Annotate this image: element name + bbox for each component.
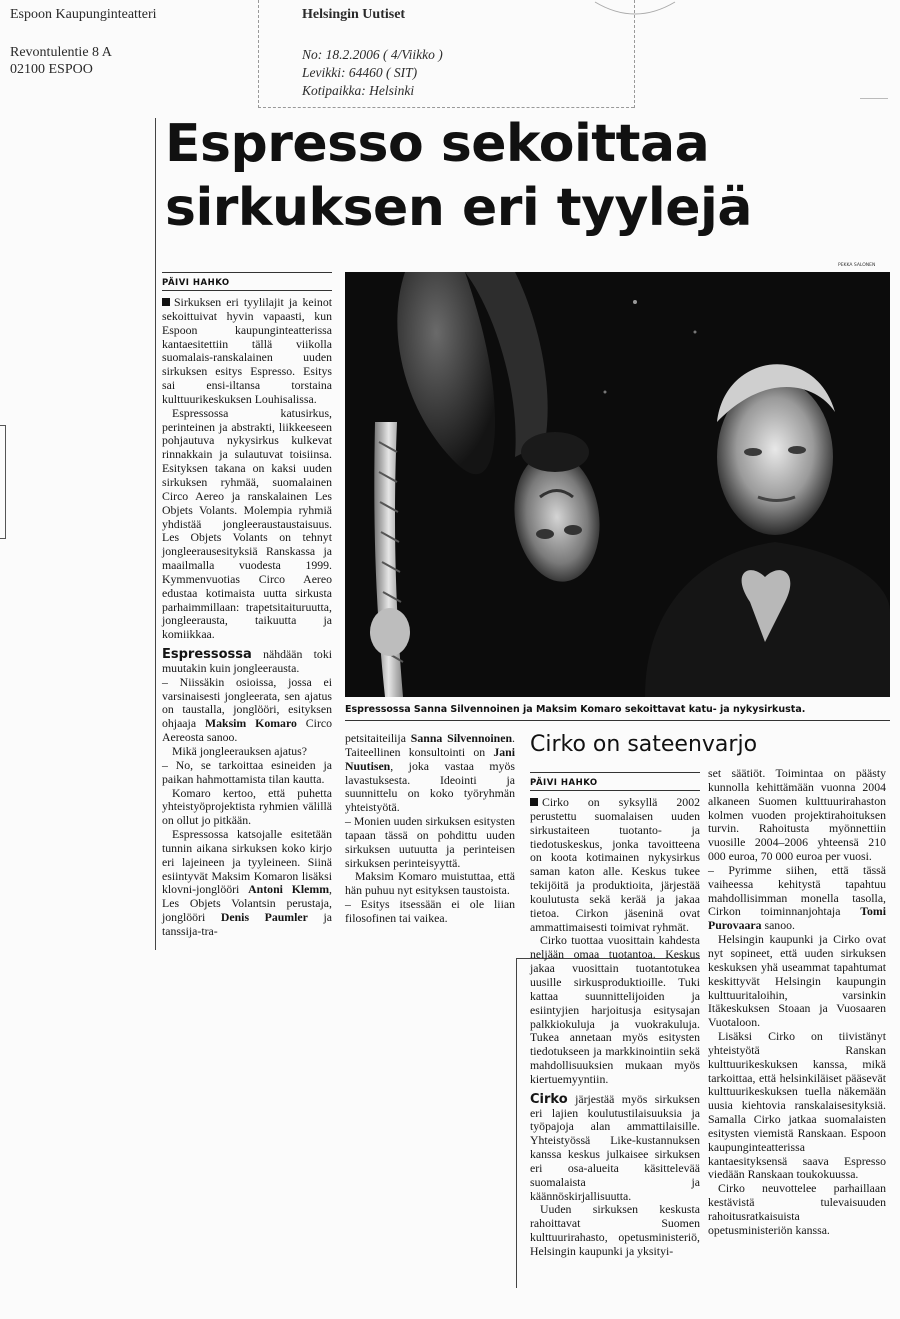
byline: PÄIVI HAHKO (162, 278, 230, 288)
col1-name-paumler: Denis Paumler (220, 910, 308, 925)
col1-paragraph-5: Mikä jongleerauksen ajatus? (172, 744, 307, 758)
margin-mark (860, 98, 888, 99)
sidebar-column-1 (530, 796, 700, 1259)
publisher-postcode: 02100 ESPOO (10, 62, 93, 77)
newspaper-name: Helsingin Uutiset (302, 7, 406, 22)
sidebar-byline: PÄIVI HAHKO (530, 778, 598, 788)
col1-paragraph-7: Komaro kertoo, että puhetta yhteistyöprojektista ryhmien välillä on ollut jo pitkään. (162, 785, 332, 828)
header-divider-bottom (258, 107, 634, 108)
header-divider-left (258, 0, 259, 108)
publisher-address: Revontulentie 8 A (10, 45, 112, 60)
col2-name-nuutinen: Jani Nuutisen (345, 744, 516, 773)
article-column-1 (162, 296, 332, 939)
col2-name-silvennoinen: Sanna Silvennoinen (410, 731, 513, 745)
col4-paragraph-2b: sanoo. (764, 918, 795, 933)
col1-name-komaro: Maksim Komaro (204, 716, 297, 731)
col3-paragraph-3: järjestää myös sirkuksen eri lajien koulutustilaisuuksia ja työpajoja alan ammattilaisille. Yhteistyössä Like-kustannuksen kanssa keskus julkaisee sirkuksen eri osa-alueita käsittelevää suomalaista ja käännöskirjallisuutta. (530, 1091, 701, 1203)
publisher-name: Espoon Kaupunginteatteri (10, 7, 157, 22)
col2-paragraph-3: Maksim Komaro muistuttaa, että hän puhuu nyt esityksen taustoista. (345, 869, 515, 898)
col1-paragraph-4b: Circo Aereosta sanoo. (162, 716, 333, 745)
stamp-mark (590, 0, 680, 22)
col4-paragraph-3: Helsingin kaupunki ja Cirko ovat nyt sopineet, että uuden sirkuksen keskuksen yhä useammat tapahtumat keskittyvät Helsingin kaupungin kulttuuritaloihin, varsinkin Itäkeskuksen Stoaan ja Vuosaaren Vuotaloon. (708, 932, 886, 1030)
article-photo (345, 272, 890, 697)
photo-caption: Espressossa Sanna Silvennoinen ja Maksim Komaro sekoittavat katu- ja nykysirkusta. (345, 704, 806, 715)
col3-paragraph-2: Cirko tuottaa vuosittain kahdesta neljään omaa tuotantoa. Keskus jakaa vuosittain tuotantotukea uusille sirkusproduktioille. Tuki kattaa suunnittelijoiden ja esiintyjien harjoitusja esitysajan palkkiokuluja ja vuokrakuluja. Tukea annetaan myös esitysten tiedotukseen ja markkinointiin sekä mahdollisuuksien mukaan myös kiertuemyyntiin. (530, 933, 700, 1086)
col1-paragraph-4: – Niissäkin osioissa, jossa ei varsinaisesti jongleerata, sen ajatus on taustalla, jonglööri, esityksen ohjaaja (162, 674, 332, 731)
home-town: Kotipaikka: Helsinki (302, 83, 415, 98)
col2-paragraph-4: – Esitys itsessään ei ole liian filosofinen tai vaikea. (345, 897, 515, 925)
col4-paragraph-2: – Pyrimme siihen, että tässä vaiheessa kehitystä tapahtuu mahdollisimman monella tasolla, Cirkon toiminnanjohtaja (708, 862, 886, 919)
paragraph-marker-icon (530, 798, 538, 806)
col1-paragraph-8b: , Les Objets Volantsin perustaja, jonglööri (162, 882, 332, 925)
sidebar-byline-rule (530, 772, 700, 773)
sidebar-box-left (516, 958, 517, 1288)
sidebar-column-2 (708, 767, 886, 1238)
circulation: Levikki: 64460 ( SIT) (302, 65, 418, 80)
article-border (155, 118, 156, 950)
col1-paragraph-8c: ja tanssija-tra- (162, 910, 332, 938)
byline-rule-bottom (162, 290, 332, 291)
sidebar-headline: Cirko on sateenvarjo (530, 732, 758, 757)
col1-paragraph-2: Espressossa katusirkus, perinteinen ja abstrakti, liikkeeseen pohjautuva nykysirkus kulkevat rinnakkain ja sulautuvat toisiinsa. Esityksen takana on kaksi uuden sirkuksen ryhmää, suomalainen Circo Aereo ja ranskalainen Les Objets Volants. Molempia ryhmiä yhdistää jongleeraustaustaisuus. Les Objets Volants on tehnyt jongleerausesityksiä Ranskassa ja maailmalla vuodesta 1999. Kymmenvuotias Circo Aereo edustaa kotimaista uutta sirkusta parhaimmillaan: trapetsitaituruutta, jongleerausta, taikuutta ja komiikkaa. (162, 405, 332, 642)
photo-credit: PEKKA SALONEN (838, 263, 876, 268)
col3-lead-word: Cirko (530, 1091, 568, 1107)
photo-illustration (345, 272, 890, 697)
col2-paragraph-1b: . Taiteellinen konsultointi on (345, 731, 515, 759)
paragraph-marker-icon (162, 298, 170, 306)
col3-paragraph-4: Uuden sirkuksen keskusta rahoittavat Suomen kulttuurirahasto, opetusministeriö, Helsingin kaupunki ja yksityi- (530, 1202, 700, 1258)
headline-line-2: sirkuksen eri tyylejä (165, 178, 752, 238)
col4-paragraph-5: Cirko neuvottelee parhaillaan kestävistä tulevaisuuden rahoitusratkaisuista opetusministeriön kanssa. (708, 1181, 886, 1237)
col1-name-klemm: Antoni Klemm (248, 882, 330, 897)
margin-bracket (0, 425, 6, 539)
headline-line-1: Espresso sekoittaa (165, 114, 710, 174)
caption-rule (345, 720, 890, 721)
byline-rule (162, 272, 332, 273)
col1-paragraph-6: – No, se tarkoittaa esineiden ja paikan hahmottamista tilan kautta. (162, 757, 332, 786)
col4-paragraph-1: set säätiöt. Toimintaa on päästy kunnolla kehittämään vuonna 2004 alkaneen Suomen kulttuurirahaston kolmen vuoden projektirahoituksen turvin. Rahoitusta myönnettiin vuosille 2004–2006 yhteensä 210 000 euroa, 70 000 euroa per vuosi. (708, 766, 886, 864)
col2-paragraph-1c: , joka vastaa myös lavastuksesta. Ideointi ja suunnittelu on koko työryhmän yhteistyötä. (345, 758, 515, 815)
col2-paragraph-2: – Monien uuden sirkuksen esitysten tapaan tässä on pohdittu uuden sirkuksen uutuutta ja perinteisen sirkuksen perinteisyyttä. (345, 814, 515, 870)
col3-paragraph-1: Cirko on syksyllä 2002 perustettu suomalaisen uuden sirkustaiteen tuotanto- ja tiedotuskeskus, jonka tavoitteena on koota kotimainen nykysirkus saman katon alle. Keskus tukee tekijöitä ja produktioita, järjestää koulutusta sekä kerää ja jakaa tietoa. Cirkon jäseninä ovat ammattimaisesti toimivat ryhmät. (530, 795, 700, 934)
col1-paragraph-3: nähdään toki muutakin kuin jongleerausta. (162, 647, 332, 675)
issue-number: No: 18.2.2006 ( 4/Viikko ) (302, 47, 443, 62)
col1-paragraph-8: Espressossa katsojalle esitetään tunnin aikana sirkuksen koko kirjo eri lajeineen ja tyyleineen. Siinä esiintyvät Maksim Komaron lisäksi klovni-jonglööri (162, 827, 332, 897)
col1-paragraph-1: Sirkuksen eri tyylilajit ja keinot sekoittuivat hyvin vapaasti, kun Espoon kaupunginteatterissa kantaesitettiin tällä viikolla suomalais-ranskalainen uuden sirkuksen esitys Espresso. Esitys sai ensi-iltansa torstaina kulttuurikeskuksen Louhisalissa. (162, 295, 332, 406)
col2-paragraph-1a: petsitaiteilija (345, 731, 406, 745)
col4-name-purovaara: Tomi Purovaara (708, 904, 886, 933)
article-column-2 (345, 732, 515, 926)
col4-paragraph-4: Lisäksi Cirko on tiivistänyt yhteistyötä Ranskan kulttuurikeskuksen kanssa, mikä tarkoittaa, että helsinkiläiset pääsevät kulttuurikeskuksen tuella näkemään uusia kiehtovia ranskalaisesityksiä. Samalla Cirko jatkaa suomalaisten esitysten viemistä Ranskaan. Espoon kaupunginteatterissa kantaesityksensä saava Espresso viedään Ranskaan toukokuussa. (708, 1029, 886, 1182)
sidebar-byline-rule-bottom (530, 790, 700, 791)
col1-lead-word: Espressossa (162, 647, 252, 663)
